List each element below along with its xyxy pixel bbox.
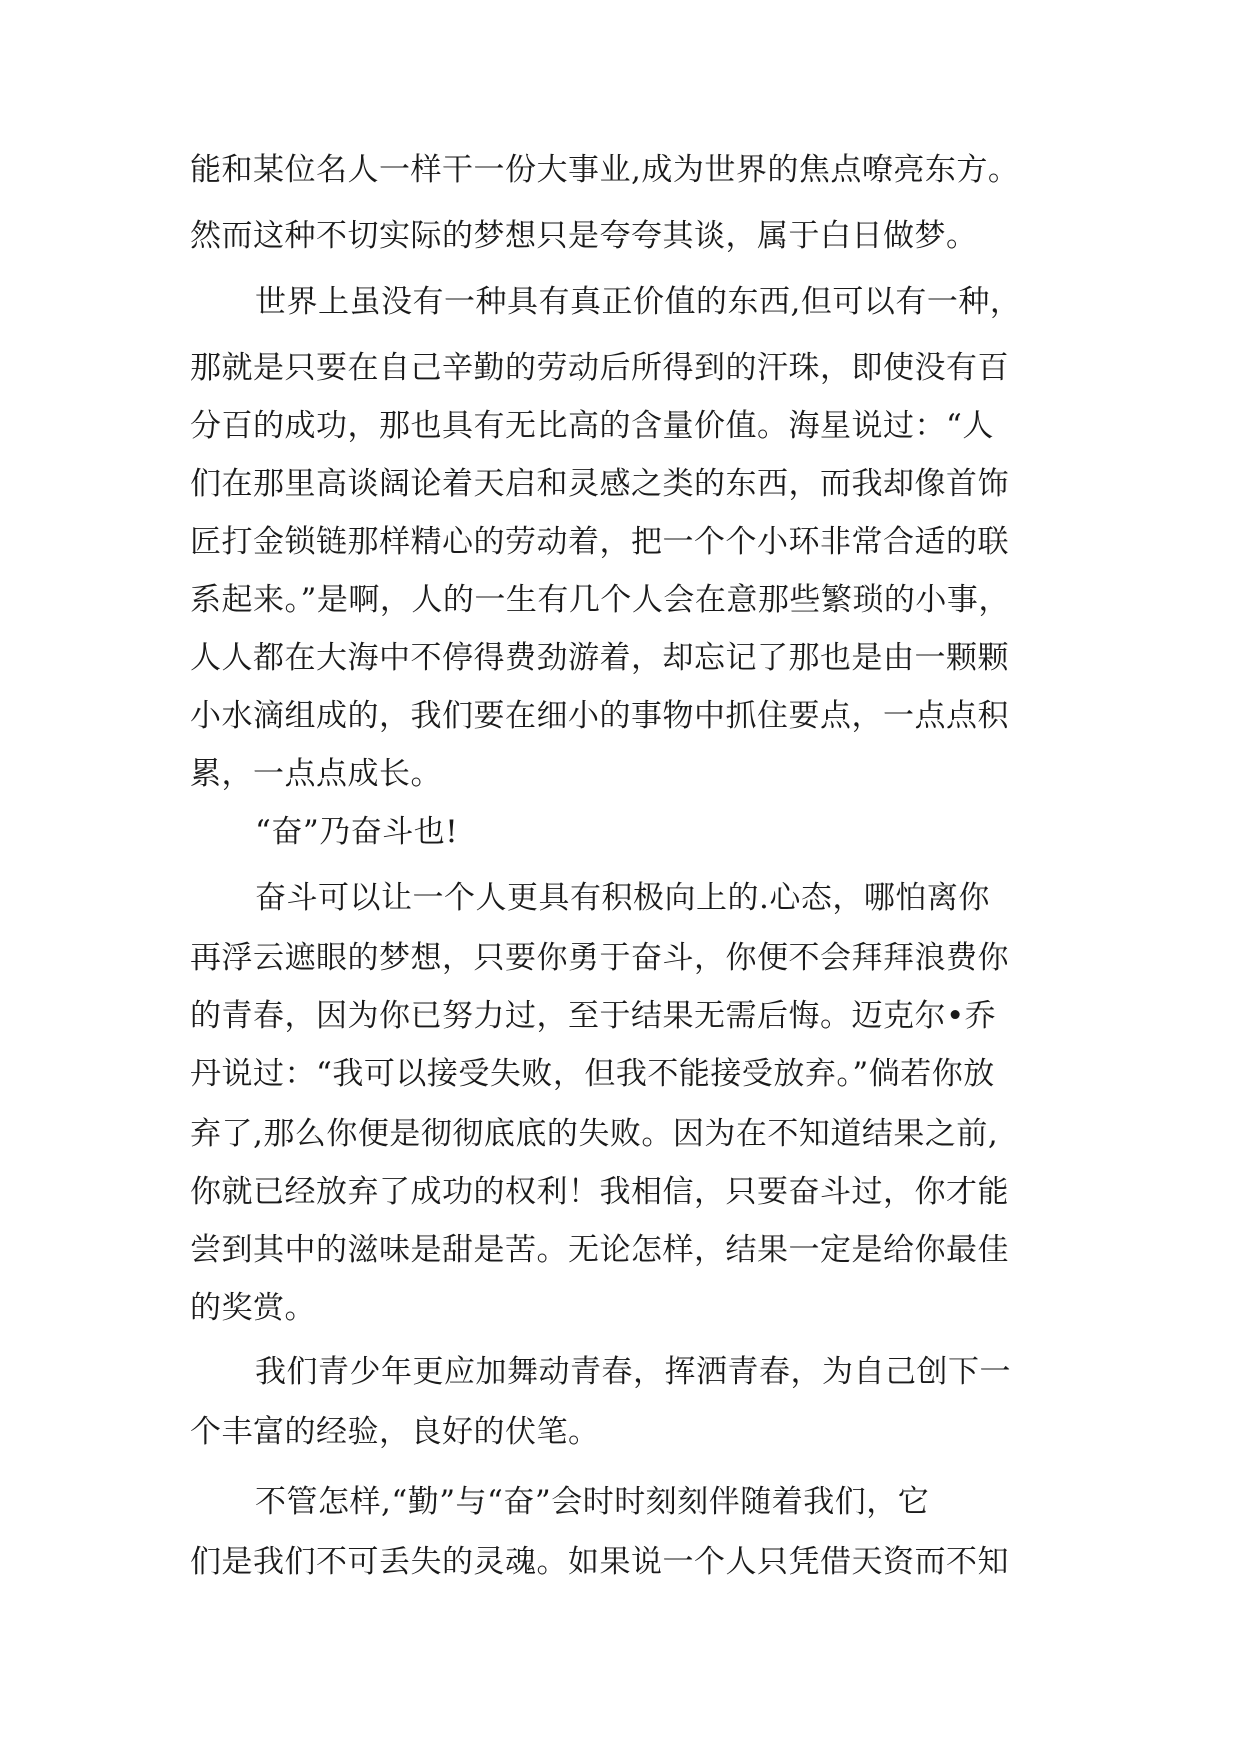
text-line: 然而这种不切实际的梦想只是夸夸其谈，属于白日做梦。 xyxy=(190,218,978,254)
text-line: 的奖赏。 xyxy=(190,1290,316,1326)
text-line: 系起来。”是啊，人的一生有几个人会在意那些繁琐的小事， xyxy=(190,582,1010,618)
text-line: 丹说过：“我可以接受失败，但我不能接受放弃。”倘若你放 xyxy=(190,1056,995,1092)
text-line: “奋”乃奋斗也! xyxy=(255,814,459,850)
text-line: 们是我们不可丢失的灵魂。如果说一个人只凭借天资而不知 xyxy=(190,1544,1009,1580)
text-line: 累，一点点成长。 xyxy=(190,756,442,792)
text-line: 分百的成功，那也具有无比高的含量价值。海星说过：“人 xyxy=(190,408,994,444)
text-line: 不管怎样,“勤”与“奋”会时时刻刻伴随着我们，它 xyxy=(255,1484,930,1520)
text-line: 小水滴组成的，我们要在细小的事物中抓住要点，一点点积 xyxy=(190,698,1009,734)
text-line: 个丰富的经验，良好的伏笔。 xyxy=(190,1414,600,1450)
text-line: 匠打金锁链那样精心的劳动着，把一个个小环非常合适的联 xyxy=(190,524,1009,560)
text-line: 能和某位名人一样干一份大事业,成为世界的焦点嘹亮东方。 xyxy=(190,152,1020,188)
text-line: 们在那里高谈阔论着天启和灵感之类的东西，而我却像首饰 xyxy=(190,466,1009,502)
text-line: 人人都在大海中不停得费劲游着，却忘记了那也是由一颗颗 xyxy=(190,640,1009,676)
text-line: 你就已经放弃了成功的权利！我相信，只要奋斗过，你才能 xyxy=(190,1174,1009,1210)
text-line: 世界上虽没有一种具有真正价值的东西,但可以有一种， xyxy=(255,284,1022,320)
text-line: 弃了,那么你便是彻彻底底的失败。因为在不知道结果之前, xyxy=(190,1116,999,1152)
text-line: 奋斗可以让一个人更具有积极向上的.心态，哪怕离你 xyxy=(255,880,990,916)
text-line: 的青春，因为你已努力过，至于结果无需后悔。迈克尔•乔 xyxy=(190,998,997,1034)
text-line: 再浮云遮眼的梦想，只要你勇于奋斗，你便不会拜拜浪费你 xyxy=(190,940,1009,976)
text-line: 那就是只要在自己辛勤的劳动后所得到的汗珠，即使没有百 xyxy=(190,350,1009,386)
text-line: 我们青少年更应加舞动青春，挥洒青春，为自己创下一 xyxy=(255,1354,1011,1390)
text-line: 尝到其中的滋味是甜是苦。无论怎样，结果一定是给你最佳 xyxy=(190,1232,1009,1268)
